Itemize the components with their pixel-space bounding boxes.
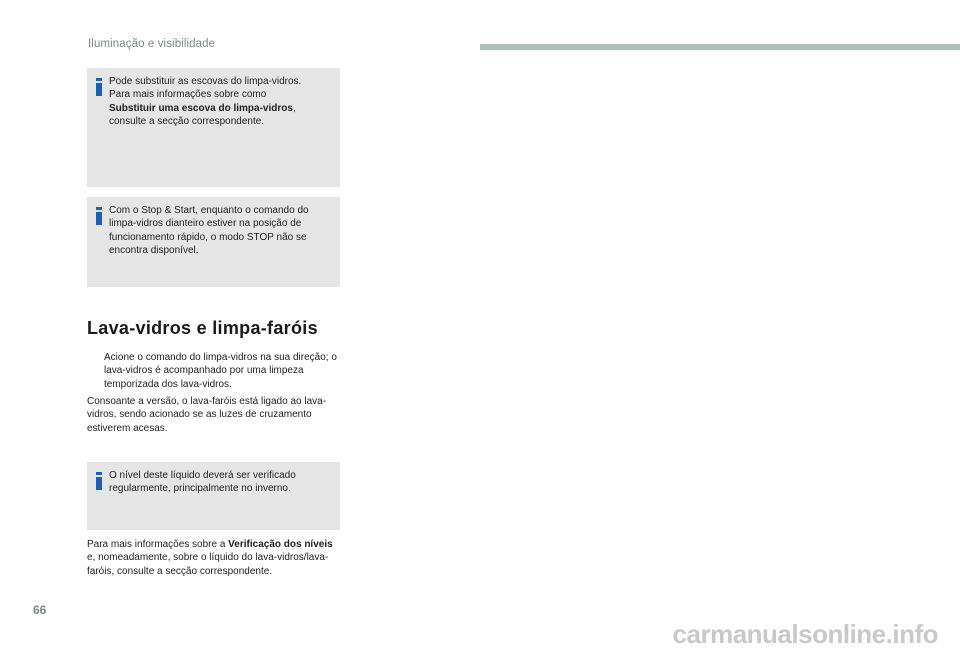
reference-paragraph: Para mais informações sobre a Verificação dos níveis e, nomeadamente, sobre o líquido do lava-vidros/lava-faróis, consulte a secção correspondente. [87, 539, 333, 577]
info-note-text: Pode substituir as escovas do limpa-vidros. Para mais informações sobre como Substituir uma escova do limpa-vidros, consulte a secção correspondente. [109, 76, 302, 127]
page-number: 66 [33, 603, 47, 617]
info-note-text: Com o Stop & Start, enquanto o comando do limpa-vidros dianteiro estiver na posição de funcionamento rápido, o modo STOP não se encontra disponível. [109, 205, 309, 256]
levels-check-link-text: Verificação dos níveis [228, 539, 333, 550]
info-note-stop-start [87, 197, 340, 287]
page-section-title: Iluminação e visibilidade [88, 38, 216, 50]
info-icon [96, 207, 102, 225]
body-paragraph: Consoante a versão, o lava-faróis está ligado ao lava-vidros, sendo acionado se as luzes de cruzamento estiverem acesas. [87, 396, 327, 434]
section-heading: Lava-vidros e limpa-faróis [87, 318, 318, 338]
info-note-fluid-level [87, 462, 340, 530]
header-accent-bar [480, 44, 960, 50]
instruction-bullet: Acione o comando do limpa-vidros na sua direção; o lava-vidros é acompanhado por uma limpeza temporizada dos lava-vidros. [104, 352, 337, 390]
info-icon [96, 78, 102, 96]
info-note-text: O nível deste líquido deverá ser verificado regularmente, principalmente no inverno. [109, 470, 296, 495]
info-note-wiper-blades [87, 68, 340, 187]
info-icon [96, 472, 102, 490]
wiper-blade-link-text: Substituir uma escova do limpa-vidros [109, 102, 293, 114]
watermark: carmanualsonline.info [672, 619, 938, 649]
